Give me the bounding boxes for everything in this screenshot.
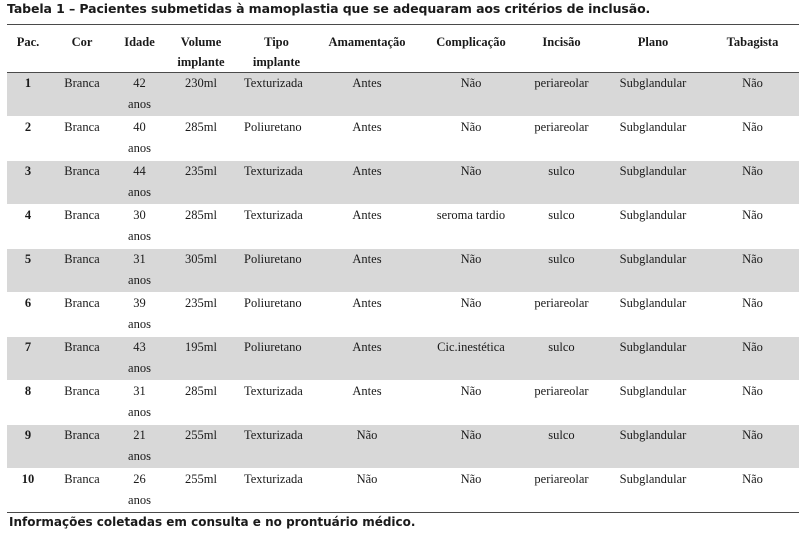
cell-tabagista: Não xyxy=(742,208,763,222)
cell-tabagista: Não xyxy=(742,76,763,90)
cell-amamentacao: Não xyxy=(356,428,378,442)
cell-pac: 5 xyxy=(24,252,32,266)
header-volume xyxy=(164,32,238,73)
cell-plano: Subglandular xyxy=(619,296,687,310)
cell-plano: Subglandular xyxy=(619,472,687,486)
cell-pac: 2 xyxy=(24,120,32,134)
cell-plano: Subglandular xyxy=(619,76,687,90)
cell-plano: Subglandular xyxy=(619,340,687,354)
cell-cor: Branca xyxy=(64,340,100,354)
table-row xyxy=(7,161,799,205)
cell-cor: Branca xyxy=(64,296,100,310)
cell-volume: 235ml xyxy=(185,296,217,310)
cell-cor: Branca xyxy=(64,384,100,398)
cell-tabagista: Não xyxy=(742,252,763,266)
cell-idade xyxy=(115,469,164,513)
cell-idade xyxy=(115,73,164,117)
cell-plano: Subglandular xyxy=(619,428,687,442)
cell-complicacao: Cic.inestética xyxy=(437,340,505,354)
cell-idade-unit: anos xyxy=(128,361,151,375)
patients-table xyxy=(7,32,799,513)
cell-incisao: periareolar xyxy=(534,120,589,134)
cell-pac: 3 xyxy=(24,164,32,178)
header-pac: Pac. xyxy=(16,35,40,49)
cell-tipo: Poliuretano xyxy=(244,296,302,310)
cell-idade-value: 44 xyxy=(133,164,146,178)
cell-tipo: Texturizada xyxy=(244,208,303,222)
cell-pac: 8 xyxy=(24,384,32,398)
cell-idade-unit: anos xyxy=(128,493,151,507)
cell-idade-value: 39 xyxy=(133,296,146,310)
cell-incisao: periareolar xyxy=(534,472,589,486)
cell-idade-value: 43 xyxy=(133,340,146,354)
table-row xyxy=(7,469,799,513)
header-incisao: Incisão xyxy=(542,35,581,49)
cell-idade-value: 31 xyxy=(133,384,146,398)
cell-volume: 235ml xyxy=(185,164,217,178)
cell-pac: 10 xyxy=(21,472,35,486)
cell-volume: 230ml xyxy=(185,76,217,90)
cell-idade xyxy=(115,161,164,205)
cell-cor: Branca xyxy=(64,164,100,178)
header-tabagista: Tabagista xyxy=(726,35,779,49)
cell-tabagista: Não xyxy=(742,340,763,354)
header-complicacao: Complicação xyxy=(436,35,506,49)
cell-tipo: Texturizada xyxy=(244,164,303,178)
cell-incisao: sulco xyxy=(548,252,575,266)
cell-complicacao: seroma tardio xyxy=(436,208,506,222)
cell-pac: 9 xyxy=(24,428,32,442)
cell-tabagista: Não xyxy=(742,164,763,178)
cell-idade-value: 30 xyxy=(133,208,146,222)
cell-amamentacao: Não xyxy=(356,472,378,486)
table-row xyxy=(7,117,799,161)
cell-complicacao: Não xyxy=(460,120,482,134)
cell-incisao: sulco xyxy=(548,340,575,354)
cell-pac: 1 xyxy=(24,76,32,90)
cell-incisao: periareolar xyxy=(534,76,589,90)
cell-idade-unit: anos xyxy=(128,317,151,331)
cell-amamentacao: Antes xyxy=(352,76,382,90)
cell-incisao: sulco xyxy=(548,428,575,442)
cell-volume: 195ml xyxy=(185,340,217,354)
cell-tipo: Texturizada xyxy=(244,472,303,486)
cell-tipo: Texturizada xyxy=(244,384,303,398)
cell-tipo: Poliuretano xyxy=(244,252,302,266)
cell-idade xyxy=(115,337,164,381)
cell-complicacao: Não xyxy=(460,428,482,442)
table-row xyxy=(7,205,799,249)
cell-idade xyxy=(115,249,164,293)
cell-idade xyxy=(115,425,164,469)
header-idade: Idade xyxy=(124,35,155,49)
cell-incisao: periareolar xyxy=(534,384,589,398)
cell-cor: Branca xyxy=(64,252,100,266)
cell-volume: 305ml xyxy=(185,252,217,266)
cell-amamentacao: Antes xyxy=(352,296,382,310)
cell-tabagista: Não xyxy=(742,384,763,398)
cell-idade xyxy=(115,205,164,249)
cell-volume: 255ml xyxy=(185,472,217,486)
cell-complicacao: Não xyxy=(460,252,482,266)
cell-incisao: sulco xyxy=(548,208,575,222)
cell-amamentacao: Antes xyxy=(352,208,382,222)
cell-idade xyxy=(115,117,164,161)
cell-idade-value: 26 xyxy=(133,472,146,486)
cell-idade-unit: anos xyxy=(128,185,151,199)
cell-idade-unit: anos xyxy=(128,229,151,243)
header-volume-line2: implante xyxy=(177,55,225,69)
cell-tabagista: Não xyxy=(742,472,763,486)
caption-rule xyxy=(7,24,799,25)
cell-idade xyxy=(115,293,164,337)
cell-cor: Branca xyxy=(64,472,100,486)
cell-complicacao: Não xyxy=(460,76,482,90)
cell-idade-value: 42 xyxy=(133,76,146,90)
cell-idade-value: 21 xyxy=(133,428,146,442)
cell-amamentacao: Antes xyxy=(352,340,382,354)
cell-volume: 285ml xyxy=(185,120,217,134)
cell-idade xyxy=(115,381,164,425)
cell-tipo: Poliuretano xyxy=(244,120,302,134)
cell-amamentacao: Antes xyxy=(352,384,382,398)
table-row xyxy=(7,381,799,425)
cell-cor: Branca xyxy=(64,208,100,222)
cell-idade-unit: anos xyxy=(128,141,151,155)
header-plano: Plano xyxy=(637,35,669,49)
cell-complicacao: Não xyxy=(460,472,482,486)
cell-idade-value: 40 xyxy=(133,120,146,134)
cell-tipo: Texturizada xyxy=(244,428,303,442)
table-row xyxy=(7,249,799,293)
cell-plano: Subglandular xyxy=(619,384,687,398)
cell-volume: 285ml xyxy=(185,208,217,222)
cell-amamentacao: Antes xyxy=(352,120,382,134)
cell-tabagista: Não xyxy=(742,120,763,134)
cell-complicacao: Não xyxy=(460,384,482,398)
cell-idade-value: 31 xyxy=(133,252,146,266)
cell-incisao: sulco xyxy=(548,164,575,178)
cell-amamentacao: Antes xyxy=(352,252,382,266)
header-tipo-line2: implante xyxy=(252,55,301,69)
cell-idade-unit: anos xyxy=(128,273,151,287)
cell-amamentacao: Antes xyxy=(352,164,382,178)
cell-idade-unit: anos xyxy=(128,449,151,463)
cell-pac: 4 xyxy=(24,208,32,222)
table-row xyxy=(7,293,799,337)
cell-tipo: Texturizada xyxy=(244,76,303,90)
table-caption: Tabela 1 – Pacientes submetidas à mamoplastia que se adequaram aos critérios de inclusão. xyxy=(7,1,651,16)
table-footnote: Informações coletadas em consulta e no prontuário médico. xyxy=(9,515,416,529)
cell-complicacao: Não xyxy=(460,296,482,310)
header-tipo-line1: Tipo xyxy=(264,35,289,49)
cell-volume: 255ml xyxy=(185,428,217,442)
cell-incisao: periareolar xyxy=(534,296,589,310)
cell-cor: Branca xyxy=(64,428,100,442)
table-row xyxy=(7,425,799,469)
cell-tipo: Poliuretano xyxy=(244,340,302,354)
cell-plano: Subglandular xyxy=(619,164,687,178)
cell-cor: Branca xyxy=(64,76,100,90)
table-row xyxy=(7,337,799,381)
header-amamentacao: Amamentação xyxy=(328,35,406,49)
cell-pac: 6 xyxy=(24,296,32,310)
table-body xyxy=(7,73,799,513)
table-row xyxy=(7,73,799,117)
cell-cor: Branca xyxy=(64,120,100,134)
cell-volume: 285ml xyxy=(185,384,217,398)
cell-pac: 7 xyxy=(24,340,32,354)
header-tipo xyxy=(238,32,315,73)
cell-plano: Subglandular xyxy=(619,120,687,134)
cell-idade-unit: anos xyxy=(128,97,151,111)
cell-tabagista: Não xyxy=(742,428,763,442)
cell-tabagista: Não xyxy=(742,296,763,310)
cell-complicacao: Não xyxy=(460,164,482,178)
cell-idade-unit: anos xyxy=(128,405,151,419)
header-cor: Cor xyxy=(71,35,93,49)
header-row xyxy=(7,32,799,73)
cell-plano: Subglandular xyxy=(619,252,687,266)
cell-plano: Subglandular xyxy=(619,208,687,222)
header-volume-line1: Volume xyxy=(180,35,222,49)
